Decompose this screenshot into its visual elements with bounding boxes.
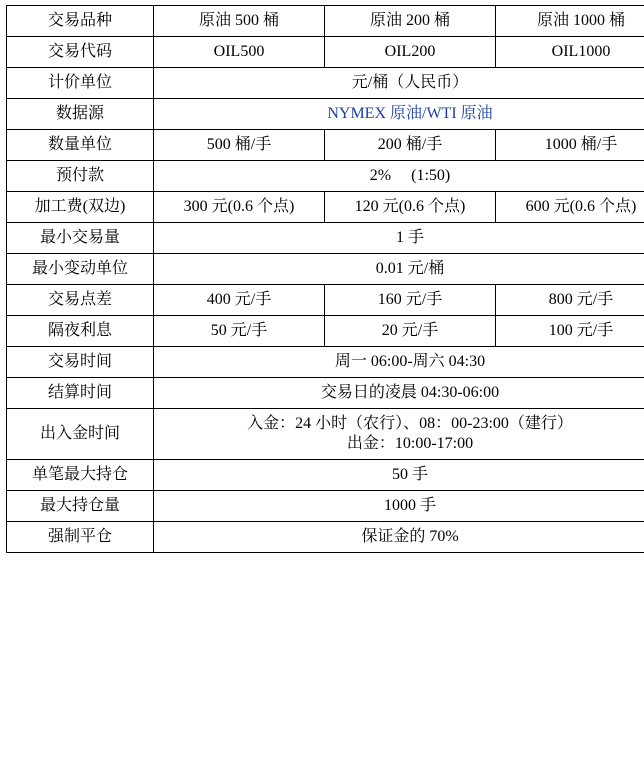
row-label: 数量单位 bbox=[7, 130, 154, 161]
table-row bbox=[7, 522, 644, 553]
table-row bbox=[7, 491, 644, 522]
table-row bbox=[7, 285, 644, 316]
row-label: 数据源 bbox=[7, 99, 154, 130]
table-row bbox=[7, 409, 644, 460]
row-value: 1 手 bbox=[154, 223, 644, 254]
row-value: OIL500 bbox=[154, 37, 325, 68]
row-value: 200 桶/手 bbox=[325, 130, 496, 161]
row-label: 交易时间 bbox=[7, 347, 154, 378]
row-label: 最小交易量 bbox=[7, 223, 154, 254]
row-label: 强制平仓 bbox=[7, 522, 154, 553]
row-label: 交易代码 bbox=[7, 37, 154, 68]
row-value: 160 元/手 bbox=[325, 285, 496, 316]
table-row bbox=[7, 161, 644, 192]
row-label: 结算时间 bbox=[7, 378, 154, 409]
row-value: 2% (1:50) bbox=[154, 161, 644, 192]
row-label: 交易品种 bbox=[7, 6, 154, 37]
table-row bbox=[7, 460, 644, 491]
row-label: 单笔最大持仓 bbox=[7, 460, 154, 491]
row-value: 400 元/手 bbox=[154, 285, 325, 316]
row-value: 600 元(0.6 个点) bbox=[496, 192, 644, 223]
row-value: 100 元/手 bbox=[496, 316, 644, 347]
row-value: 300 元(0.6 个点) bbox=[154, 192, 325, 223]
row-value: 原油 200 桶 bbox=[325, 6, 496, 37]
row-label: 加工费(双边) bbox=[7, 192, 154, 223]
row-value: OIL200 bbox=[325, 37, 496, 68]
table-row bbox=[7, 68, 644, 99]
table-row bbox=[7, 347, 644, 378]
row-value: 元/桶（人民币） bbox=[154, 68, 644, 99]
row-value-line-2: 出金：10:00-17:00 bbox=[157, 434, 644, 454]
table-row bbox=[7, 6, 644, 37]
row-value: 1000 手 bbox=[154, 491, 644, 522]
row-label: 最大持仓量 bbox=[7, 491, 154, 522]
table-row bbox=[7, 316, 644, 347]
row-value: 20 元/手 bbox=[325, 316, 496, 347]
row-value-line-1: 入金：24 小时（农行）、08：00-23:00（建行） bbox=[157, 414, 644, 434]
row-value: 原油 500 桶 bbox=[154, 6, 325, 37]
row-label: 出入金时间 bbox=[7, 409, 154, 460]
product-spec-table bbox=[6, 5, 644, 553]
row-label: 计价单位 bbox=[7, 68, 154, 99]
row-value: 保证金的 70% bbox=[154, 522, 644, 553]
table-row bbox=[7, 192, 644, 223]
row-value: NYMEX 原油/WTI 原油 bbox=[154, 99, 644, 130]
row-value: 1000 桶/手 bbox=[496, 130, 644, 161]
row-value: 原油 1000 桶 bbox=[496, 6, 644, 37]
row-value: 0.01 元/桶 bbox=[154, 254, 644, 285]
row-value: 120 元(0.6 个点) bbox=[325, 192, 496, 223]
row-value: 50 手 bbox=[154, 460, 644, 491]
row-label: 交易点差 bbox=[7, 285, 154, 316]
table-row bbox=[7, 378, 644, 409]
row-value: 50 元/手 bbox=[154, 316, 325, 347]
table-row bbox=[7, 37, 644, 68]
table-row bbox=[7, 130, 644, 161]
row-value: 周一 06:00-周六 04:30 bbox=[154, 347, 644, 378]
table-row bbox=[7, 254, 644, 285]
row-label: 预付款 bbox=[7, 161, 154, 192]
row-value: OIL1000 bbox=[496, 37, 644, 68]
row-value bbox=[154, 409, 644, 460]
row-value: 500 桶/手 bbox=[154, 130, 325, 161]
row-value: 800 元/手 bbox=[496, 285, 644, 316]
table-row bbox=[7, 223, 644, 254]
row-label: 隔夜利息 bbox=[7, 316, 154, 347]
row-label: 最小变动单位 bbox=[7, 254, 154, 285]
table-body bbox=[7, 6, 644, 553]
table-row bbox=[7, 99, 644, 130]
row-value: 交易日的凌晨 04:30-06:00 bbox=[154, 378, 644, 409]
